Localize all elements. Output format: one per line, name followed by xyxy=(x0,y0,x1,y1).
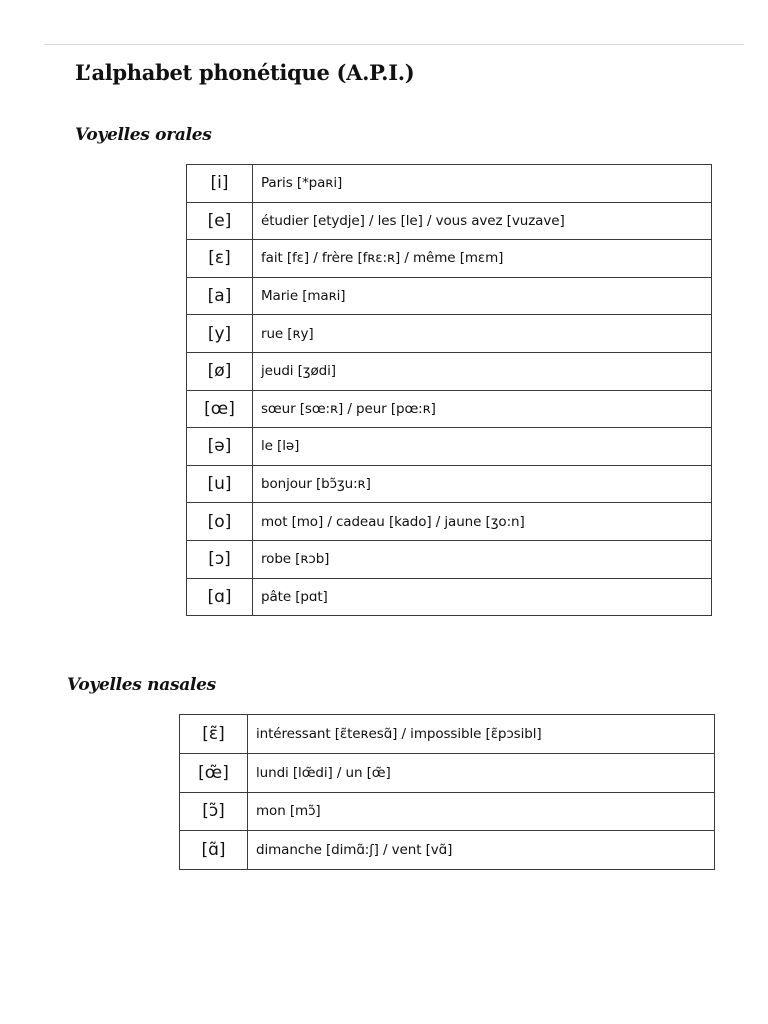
phoneme-examples: fait [fɛ] / frère [fʀɛ:ʀ] / même [mɛm] xyxy=(253,240,712,278)
phoneme-examples: étudier [etydje] / les [le] / vous avez [vuzave] xyxy=(253,202,712,240)
phoneme-symbol: [e] xyxy=(187,202,253,240)
table-row xyxy=(187,315,712,353)
table-row xyxy=(187,202,712,240)
oral-vowels-table xyxy=(186,164,712,616)
phoneme-symbol: [ɑ] xyxy=(187,578,253,616)
phoneme-symbol: [œ] xyxy=(187,390,253,428)
phoneme-examples: sœur [sœ:ʀ] / peur [pœ:ʀ] xyxy=(253,390,712,428)
table-row xyxy=(180,753,715,792)
phoneme-examples: intéressant [ɛ̃teʀesɑ̃] / impossible [ɛ̃pɔsibl] xyxy=(248,715,715,754)
table-row xyxy=(187,428,712,466)
phoneme-symbol: [o] xyxy=(187,503,253,541)
page-title: L’alphabet phonétique (A.P.I.) xyxy=(75,60,415,85)
phoneme-symbol: [y] xyxy=(187,315,253,353)
phoneme-examples: dimanche [dimɑ̃:ʃ] / vent [vɑ̃] xyxy=(248,831,715,870)
top-divider xyxy=(44,44,744,45)
phoneme-examples: Marie [maʀi] xyxy=(253,277,712,315)
table-row xyxy=(180,831,715,870)
table-row xyxy=(187,277,712,315)
phoneme-symbol: [a] xyxy=(187,277,253,315)
table-row xyxy=(180,715,715,754)
table-row xyxy=(187,165,712,203)
phoneme-symbol: [ɛ̃] xyxy=(180,715,248,754)
phoneme-examples: lundi [lœ̃di] / un [œ̃] xyxy=(248,753,715,792)
phoneme-examples: le [lə] xyxy=(253,428,712,466)
phoneme-examples: Paris [*paʀi] xyxy=(253,165,712,203)
phoneme-symbol: [ə] xyxy=(187,428,253,466)
table-row xyxy=(187,578,712,616)
phoneme-symbol: [ɛ] xyxy=(187,240,253,278)
oral-vowels-heading: Voyelles orales xyxy=(75,125,212,145)
phoneme-symbol: [ø] xyxy=(187,352,253,390)
phoneme-examples: rue [ʀy] xyxy=(253,315,712,353)
table-row xyxy=(187,240,712,278)
phoneme-symbol: [ɔ] xyxy=(187,540,253,578)
nasal-vowels-table xyxy=(179,714,715,870)
phoneme-symbol: [ɑ̃] xyxy=(180,831,248,870)
phoneme-examples: mot [mo] / cadeau [kado] / jaune [ʒo:n] xyxy=(253,503,712,541)
table-row xyxy=(187,352,712,390)
phoneme-symbol: [œ̃] xyxy=(180,753,248,792)
phoneme-examples: jeudi [ʒødi] xyxy=(253,352,712,390)
table-row xyxy=(187,503,712,541)
phoneme-examples: bonjour [bɔ̃ʒu:ʀ] xyxy=(253,465,712,503)
phoneme-examples: pâte [pɑt] xyxy=(253,578,712,616)
phoneme-symbol: [u] xyxy=(187,465,253,503)
table-row xyxy=(187,390,712,428)
table-row xyxy=(180,792,715,831)
phoneme-examples: mon [mɔ̃] xyxy=(248,792,715,831)
table-row xyxy=(187,465,712,503)
table-row xyxy=(187,540,712,578)
nasal-vowels-heading: Voyelles nasales xyxy=(67,675,216,695)
phoneme-symbol: [ɔ̃] xyxy=(180,792,248,831)
phoneme-symbol: [i] xyxy=(187,165,253,203)
phoneme-examples: robe [ʀɔb] xyxy=(253,540,712,578)
